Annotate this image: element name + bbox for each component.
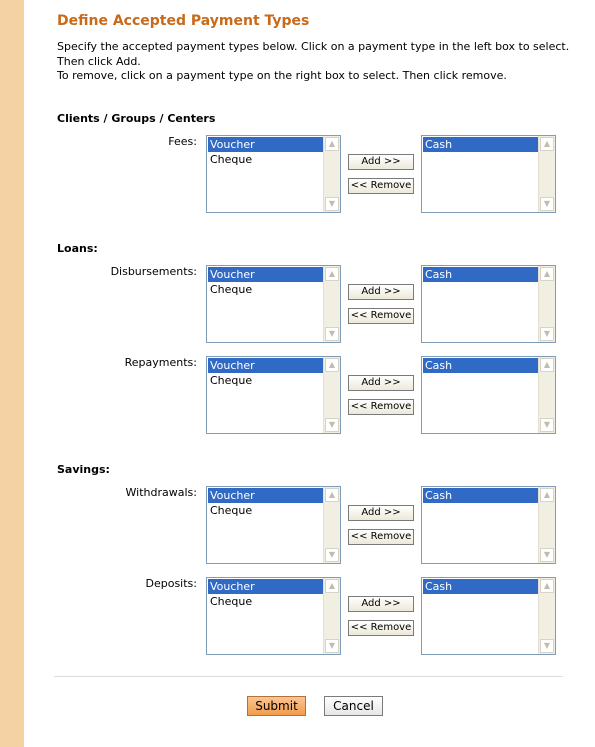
accepted-types-listbox-repayments-options — [423, 358, 538, 373]
intro-line-1: Specify the accepted payment types below. Click on a payment type in the left box to select. — [57, 40, 570, 53]
listbox-scrollbar[interactable] — [323, 136, 340, 212]
available-types-listbox-withdrawals[interactable] — [206, 486, 341, 564]
scroll-up-arrow-icon[interactable]: ▲ — [540, 267, 554, 281]
list-option[interactable]: Cheque — [210, 374, 253, 387]
listbox-scrollbar[interactable] — [323, 487, 340, 563]
scroll-up-arrow-icon[interactable]: ▲ — [325, 488, 339, 502]
scroll-up-arrow-icon[interactable]: ▲ — [540, 137, 554, 151]
add-button-repayments[interactable]: Add >> — [348, 375, 414, 391]
scroll-up-arrow-icon[interactable]: ▲ — [540, 579, 554, 593]
list-option[interactable]: Voucher — [208, 267, 323, 282]
scroll-up-arrow-icon[interactable]: ▲ — [540, 488, 554, 502]
row-label-withdrawals: Withdrawals: — [125, 486, 197, 499]
listbox-scrollbar[interactable] — [538, 578, 555, 654]
accepted-types-listbox-withdrawals-options — [423, 488, 538, 503]
list-option[interactable]: Cash — [423, 488, 538, 503]
available-types-listbox-repayments-options — [208, 358, 323, 388]
left-sidebar-strip — [0, 0, 24, 747]
available-types-listbox-disbursements-options — [208, 267, 323, 297]
available-types-listbox-deposits-options — [208, 579, 323, 609]
scroll-up-arrow-icon[interactable]: ▲ — [325, 267, 339, 281]
section-heading-loans: Loans: — [57, 242, 98, 255]
remove-button-withdrawals[interactable]: << Remove — [348, 529, 414, 545]
list-option[interactable]: Voucher — [208, 358, 323, 373]
listbox-scrollbar[interactable] — [538, 357, 555, 433]
submit-button[interactable]: Submit — [247, 696, 306, 716]
scroll-down-arrow-icon[interactable]: ▼ — [540, 327, 554, 341]
row-label-disbursements: Disbursements: — [110, 265, 197, 278]
scroll-down-arrow-icon[interactable]: ▼ — [540, 418, 554, 432]
scroll-up-arrow-icon[interactable]: ▲ — [540, 358, 554, 372]
intro-line-3: To remove, click on a payment type on the right box to select. Then click remove. — [57, 69, 507, 82]
intro-line-2: Then click Add. — [57, 54, 141, 68]
available-types-listbox-fees-options — [208, 137, 323, 167]
accepted-types-listbox-repayments[interactable] — [421, 356, 556, 434]
scroll-down-arrow-icon[interactable]: ▼ — [325, 327, 339, 341]
scroll-down-arrow-icon[interactable]: ▼ — [325, 639, 339, 653]
scroll-up-arrow-icon[interactable]: ▲ — [325, 358, 339, 372]
row-label-repayments: Repayments: — [124, 356, 197, 369]
add-button-fees[interactable]: Add >> — [348, 154, 414, 170]
list-option[interactable]: Voucher — [208, 137, 323, 152]
listbox-scrollbar[interactable] — [538, 487, 555, 563]
intro-text — [57, 40, 570, 84]
scroll-down-arrow-icon[interactable]: ▼ — [540, 197, 554, 211]
form-divider — [54, 676, 563, 677]
available-types-listbox-disbursements[interactable] — [206, 265, 341, 343]
accepted-types-listbox-disbursements-options — [423, 267, 538, 282]
listbox-scrollbar[interactable] — [323, 357, 340, 433]
list-option[interactable]: Cash — [423, 267, 538, 282]
list-option[interactable]: Cash — [423, 358, 538, 373]
listbox-scrollbar[interactable] — [323, 266, 340, 342]
available-types-listbox-withdrawals-options — [208, 488, 323, 518]
list-option[interactable]: Cheque — [210, 153, 253, 166]
available-types-listbox-fees[interactable] — [206, 135, 341, 213]
available-types-listbox-deposits[interactable] — [206, 577, 341, 655]
add-button-disbursements[interactable]: Add >> — [348, 284, 414, 300]
list-option[interactable]: Cheque — [210, 595, 253, 608]
list-option[interactable]: Voucher — [208, 488, 323, 503]
accepted-types-listbox-deposits-options — [423, 579, 538, 594]
scroll-down-arrow-icon[interactable]: ▼ — [540, 548, 554, 562]
scroll-down-arrow-icon[interactable]: ▼ — [325, 418, 339, 432]
section-heading-savings: Savings: — [57, 463, 110, 476]
accepted-types-listbox-fees-options — [423, 137, 538, 152]
row-label-fees: Fees: — [168, 135, 197, 148]
remove-button-repayments[interactable]: << Remove — [348, 399, 414, 415]
listbox-scrollbar[interactable] — [323, 578, 340, 654]
add-button-deposits[interactable]: Add >> — [348, 596, 414, 612]
scroll-up-arrow-icon[interactable]: ▲ — [325, 579, 339, 593]
listbox-scrollbar[interactable] — [538, 266, 555, 342]
scroll-up-arrow-icon[interactable]: ▲ — [325, 137, 339, 151]
accepted-types-listbox-fees[interactable] — [421, 135, 556, 213]
remove-button-fees[interactable]: << Remove — [348, 178, 414, 194]
listbox-scrollbar[interactable] — [538, 136, 555, 212]
accepted-types-listbox-withdrawals[interactable] — [421, 486, 556, 564]
row-label-deposits: Deposits: — [145, 577, 197, 590]
scroll-down-arrow-icon[interactable]: ▼ — [540, 639, 554, 653]
available-types-listbox-repayments[interactable] — [206, 356, 341, 434]
accepted-types-listbox-disbursements[interactable] — [421, 265, 556, 343]
list-option[interactable]: Voucher — [208, 579, 323, 594]
scroll-down-arrow-icon[interactable]: ▼ — [325, 548, 339, 562]
cancel-button[interactable]: Cancel — [324, 696, 383, 716]
page-title: Define Accepted Payment Types — [57, 13, 310, 29]
accepted-types-listbox-deposits[interactable] — [421, 577, 556, 655]
add-button-withdrawals[interactable]: Add >> — [348, 505, 414, 521]
list-option[interactable]: Cheque — [210, 283, 253, 296]
list-option[interactable]: Cheque — [210, 504, 253, 517]
remove-button-disbursements[interactable]: << Remove — [348, 308, 414, 324]
remove-button-deposits[interactable]: << Remove — [348, 620, 414, 636]
section-heading-clients: Clients / Groups / Centers — [57, 112, 216, 125]
scroll-down-arrow-icon[interactable]: ▼ — [325, 197, 339, 211]
list-option[interactable]: Cash — [423, 137, 538, 152]
list-option[interactable]: Cash — [423, 579, 538, 594]
